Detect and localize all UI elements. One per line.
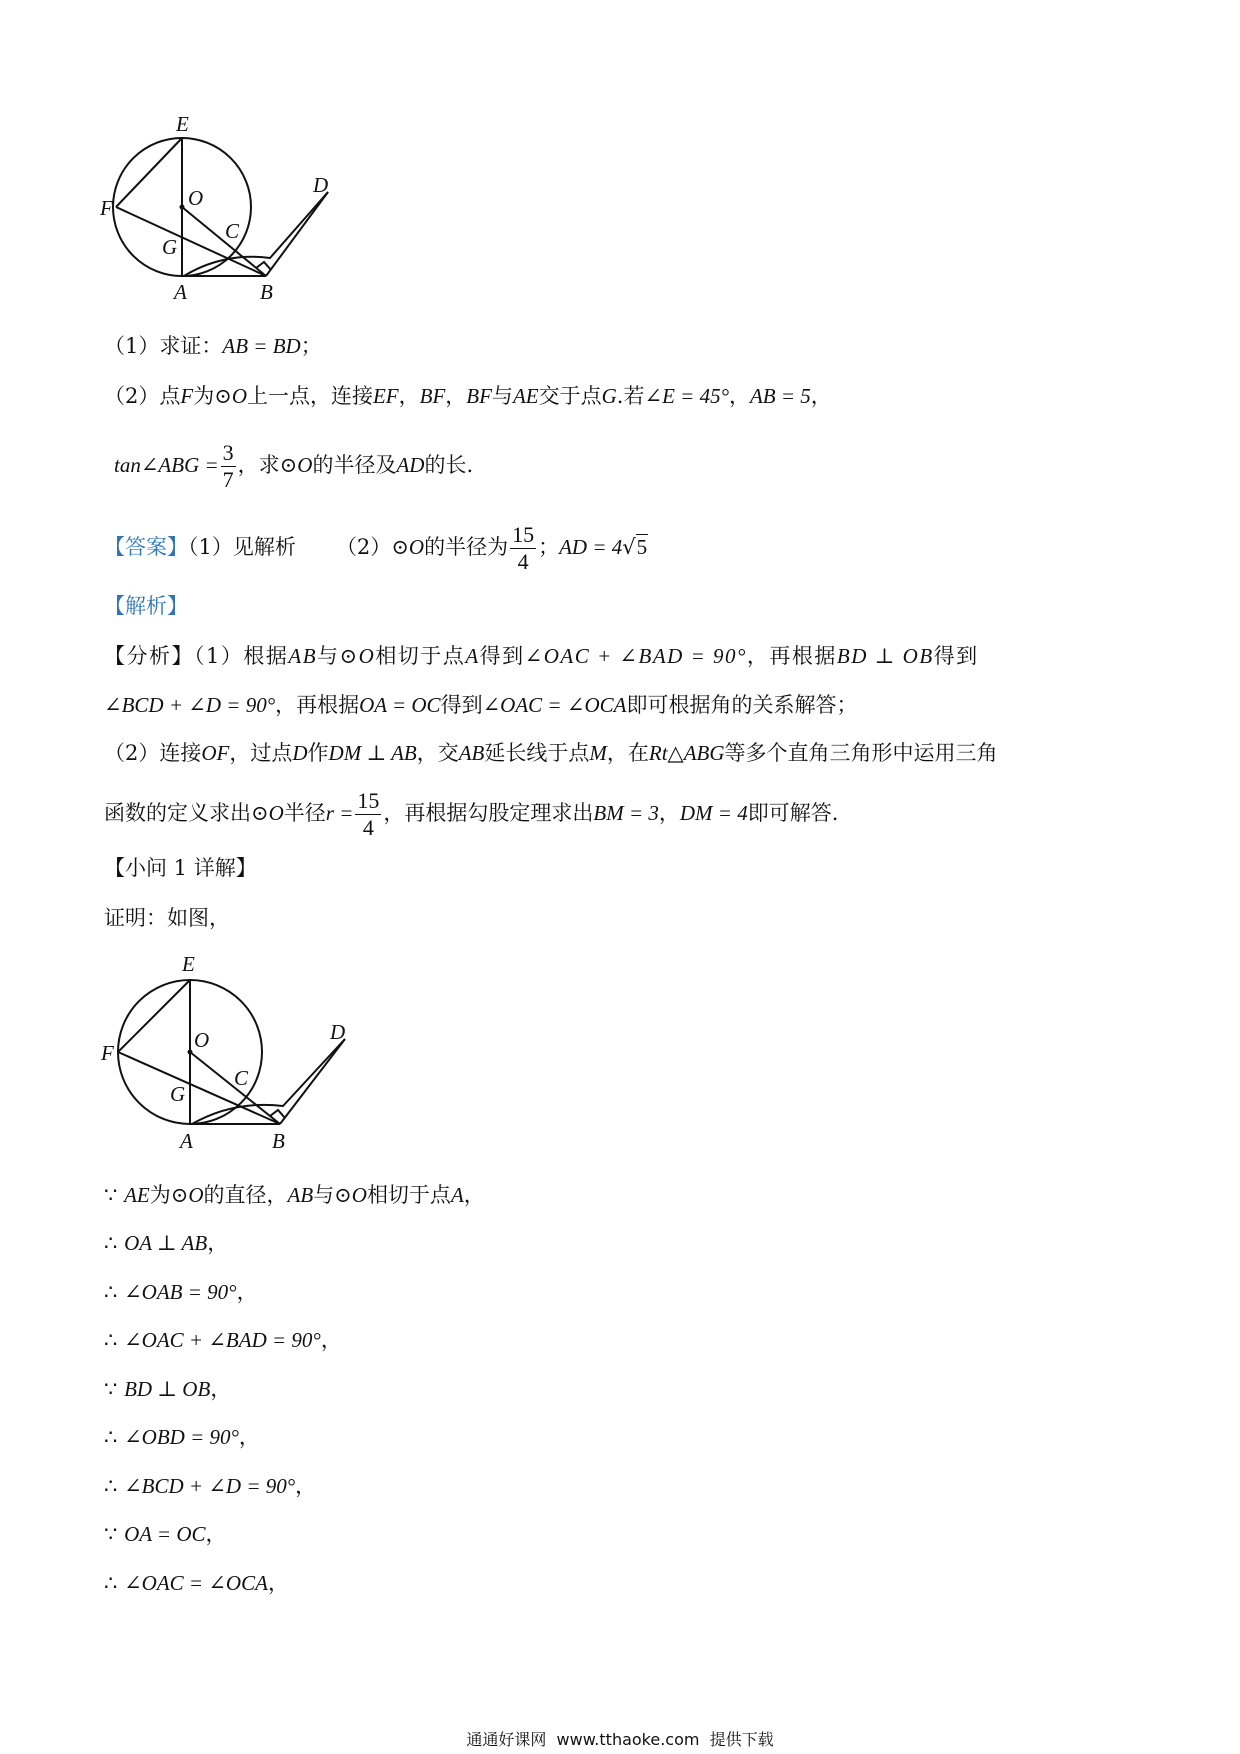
fraction-r-15-4: $\frac{15}{4}$ [357, 788, 380, 840]
fraction-15-4: $\frac{15}{4}$ [512, 522, 535, 574]
label-g-2: G [170, 1082, 186, 1106]
analysis-line-2: ∠BCD + ∠D = 90°，再根据OA = OC得到∠OAC = ∠OCA即可根据角的关系解答； [104, 693, 858, 717]
analysis-part2-line-1: （2）连接OF，过点D作DM ⊥ AB，交AB延长线于点M，在Rt△ABG等多个直角三角形中运用三角 [104, 741, 998, 765]
analysis-line-1: 【分析】（1）根据AB与⊙O相切于点A得到∠OAC + ∠BAD = 90°，再根据BD ⊥ OB得到 [104, 644, 979, 668]
proof-step-7: ∴ ∠BCD + ∠D = 90°， [104, 1474, 317, 1498]
label-c-2: C [234, 1066, 249, 1090]
analysis-part2-line-2: 函数的定义求出⊙O半径r = $\frac{15}{4}$ ，再根据勾股定理求出BM = 3，DM = 4即可解答. [104, 788, 839, 840]
small-question-heading: 【小问 1 详解】 [104, 856, 257, 880]
label-e-2: E [182, 952, 195, 976]
label-g: G [162, 235, 178, 259]
segment-ef [116, 138, 182, 207]
fraction-3-7: $\frac{3}{7}$ [222, 440, 234, 492]
label-d: D [313, 173, 329, 197]
proof-intro: 证明：如图， [104, 906, 230, 930]
answer-tag: 【答案】 [104, 535, 188, 559]
label-o: O [188, 186, 204, 210]
label-o-2: O [194, 1028, 210, 1052]
question-2-continued: tan∠ABG = $\frac{3}{7}$ ，求⊙O的半径及AD的长. [114, 440, 474, 492]
label-b: B [260, 280, 273, 304]
label-f: F [100, 196, 113, 220]
proof-step-2: ∴ OA ⊥ AB， [104, 1231, 229, 1255]
proof-step-1: ∵ AE为⊙O的直径，AB与⊙O相切于点A， [104, 1183, 485, 1207]
question-1: （1）求证：AB = BD； [104, 334, 322, 358]
label-c: C [225, 219, 240, 243]
footer-site[interactable]: www.tthaoke.com [556, 1730, 700, 1749]
geometry-figure-proof [100, 940, 400, 1160]
proof-step-4: ∴ ∠OAC + ∠BAD = 90°， [104, 1328, 342, 1352]
proof-step-6: ∴ ∠OBD = 90°， [104, 1425, 260, 1449]
footer-name: 通通好课网 [466, 1730, 547, 1749]
page-footer [0, 1727, 1240, 1750]
analysis-tag: 【解析】 [104, 594, 188, 618]
label-d-2: D [330, 1020, 346, 1044]
proof-step-9: ∴ ∠OAC = ∠OCA， [104, 1571, 289, 1595]
proof-step-3: ∴ ∠OAB = 90°， [104, 1280, 258, 1304]
segment-fb [116, 207, 266, 276]
label-f-2: F [101, 1041, 114, 1065]
geometry-figure-top [100, 100, 380, 310]
answer-line: 【答案】（1）见解析 （2）⊙O的半径为 $\frac{15}{4}$ ；AD = 4√5 [104, 522, 648, 574]
proof-step-8: ∵ OA = OC， [104, 1522, 227, 1546]
label-b-2: B [272, 1129, 285, 1153]
label-a: A [174, 280, 187, 304]
segment-bd [266, 192, 328, 276]
proof-step-5: ∵ BD ⊥ OB， [104, 1377, 232, 1401]
segment-ob [182, 207, 266, 276]
question-2: （2）点F为⊙O上一点，连接EF，BF，BF与AE交于点G.若∠E = 45°，AB = 5， [104, 384, 832, 408]
footer-tail: 提供下载 [709, 1730, 774, 1749]
segment-ad [184, 192, 328, 276]
label-e: E [176, 112, 189, 136]
label-a-2: A [180, 1129, 193, 1153]
